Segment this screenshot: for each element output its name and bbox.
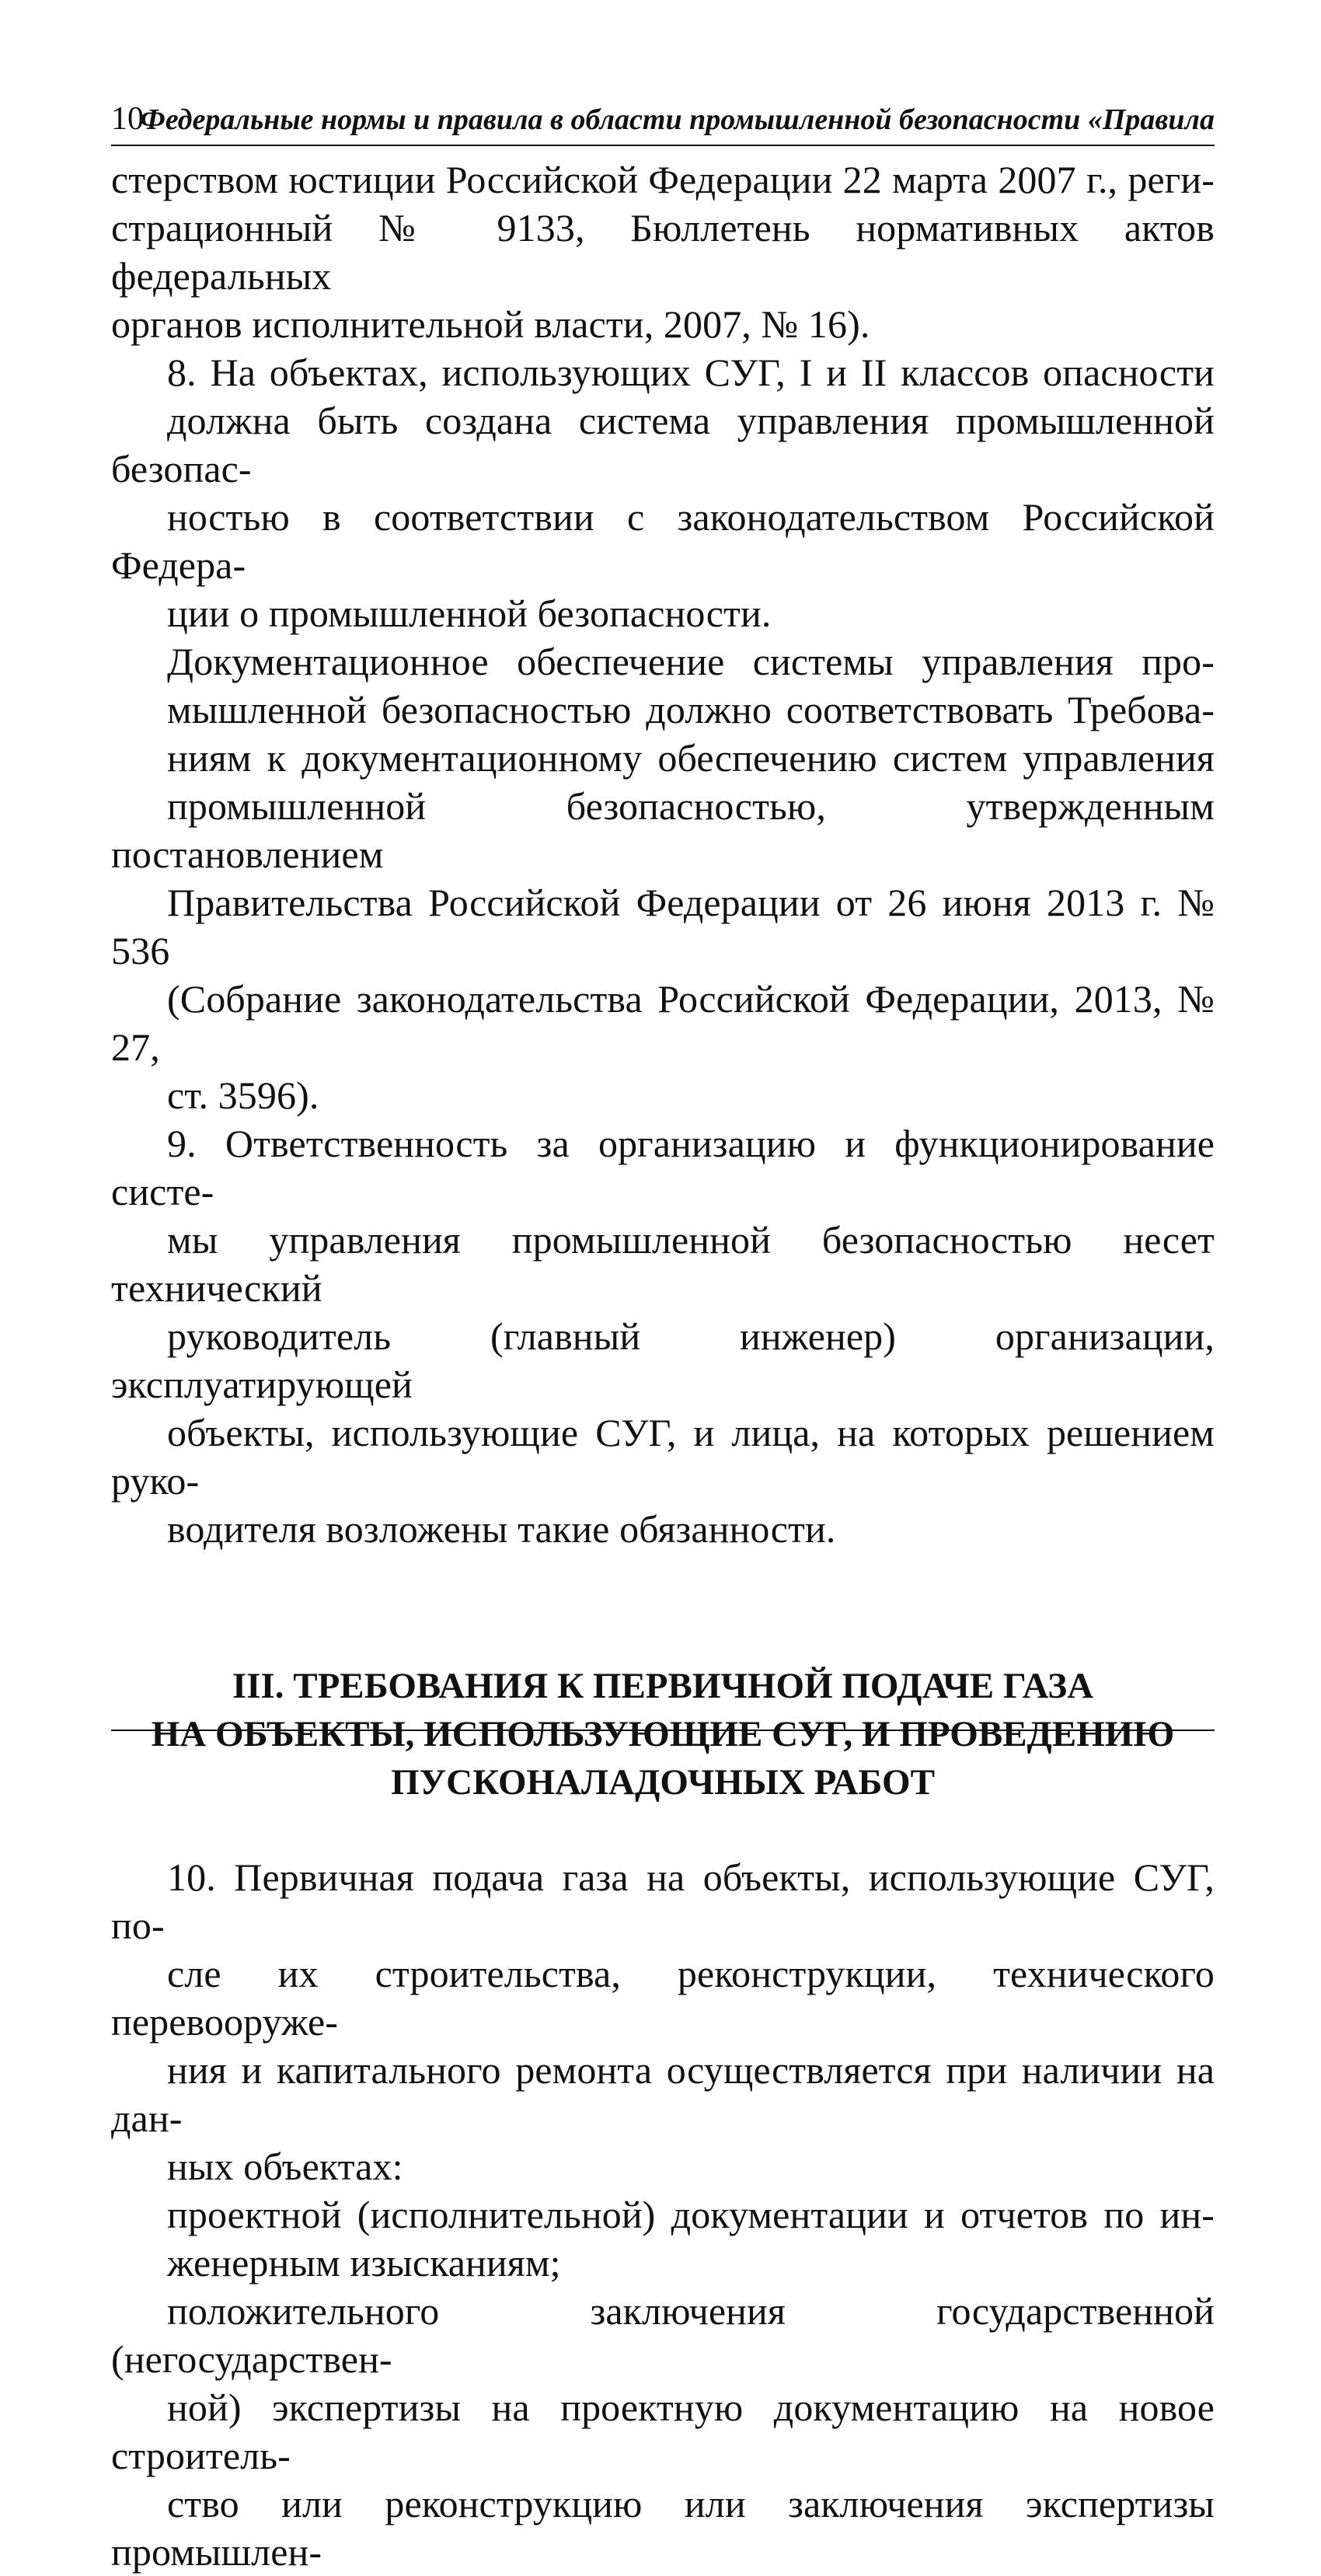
text-line: ПУСКОНАЛАДОЧНЫХ РАБОТ bbox=[391, 1762, 935, 1803]
section-heading bbox=[111, 1662, 1215, 1806]
text-line: ниям к документационному обеспечению систем управления bbox=[167, 736, 1215, 780]
text-line: положительного заключения государственной (негосударствен- bbox=[111, 2289, 1215, 2381]
text-line: женерным изысканиям; bbox=[167, 2241, 561, 2285]
text-line: ство или реконструкцию или заключения экспертизы промышлен- bbox=[111, 2482, 1215, 2574]
text-line: ции о промышленной безопасности. bbox=[167, 592, 772, 635]
paragraph-continuation bbox=[111, 155, 1215, 348]
text-line: страционный № 9133, Бюллетень нормативных актов федеральных bbox=[111, 206, 1215, 298]
text-line: руководитель (главный инженер) организации, эксплуатирующей bbox=[111, 1314, 1215, 1406]
text-line: 10. Первичная подача газа на объекты, использующие СУГ, по- bbox=[111, 1855, 1215, 1947]
bottom-rule bbox=[111, 1730, 1215, 1731]
paragraph-10 bbox=[111, 1853, 1215, 2190]
paragraph-9 bbox=[111, 1119, 1215, 1553]
paragraph-10-item-project-docs bbox=[111, 2190, 1215, 2287]
text-line: органов исполнительной власти, 2007, № 16). bbox=[111, 302, 870, 346]
text-line: ст. 3596). bbox=[167, 1073, 319, 1117]
text-line: водителя возложены такие обязанности. bbox=[167, 1507, 836, 1551]
running-header bbox=[111, 95, 1215, 146]
page-body bbox=[111, 155, 1215, 2576]
text-line: ных объектах: bbox=[167, 2145, 403, 2188]
text-line: стерством юстиции Российской Федерации 22 марта 2007 г., реги- bbox=[111, 158, 1215, 201]
text-line: должна быть создана система управления промышленной безопас- bbox=[111, 399, 1215, 490]
paragraph-10-item-expertise bbox=[111, 2287, 1215, 2576]
text-line: ной) экспертизы на проектную документацию на новое строитель- bbox=[111, 2386, 1215, 2477]
paragraph-8 bbox=[111, 348, 1215, 637]
running-title: Федеральные нормы и правила в области промышленной безопасности «Правила bbox=[140, 103, 1215, 136]
page-number: 10 bbox=[111, 101, 144, 137]
text-line: мы управления промышленной безопасностью несет технический bbox=[111, 1218, 1215, 1310]
text-line: НА ОБЪЕКТЫ, ИСПОЛЬЗУЮЩИЕ СУГ, И ПРОВЕДЕНИЮ bbox=[151, 1714, 1175, 1754]
text-line: промышленной безопасностью, утвержденным постановлением bbox=[111, 784, 1215, 876]
text-line: Документационное обеспечение системы управления про- bbox=[167, 640, 1215, 683]
text-line: Правительства Российской Федерации от 26 июня 2013 г. № 536 bbox=[111, 881, 1215, 972]
text-line: объекты, использующие СУГ, и лица, на которых решением руко- bbox=[111, 1411, 1215, 1503]
text-line: сле их строительства, реконструкции, технического перевооруже- bbox=[111, 1952, 1215, 2044]
text-line: ния и капитального ремонта осуществляется при наличии на дан- bbox=[111, 2048, 1215, 2140]
text-line: 9. Ответственность за организацию и функционирование систе- bbox=[111, 1122, 1215, 1213]
text-line: проектной (исполнительной) документации и отчетов по ин- bbox=[167, 2193, 1215, 2236]
text-line: (Собрание законодательства Российской Федерации, 2013, № 27, bbox=[111, 977, 1215, 1069]
header-rule bbox=[111, 145, 1215, 146]
paragraph-8-documentation bbox=[111, 637, 1215, 1119]
text-line: 8. На объектах, использующих СУГ, I и II классов опасности bbox=[167, 351, 1215, 394]
text-line: мышленной безопасностью должно соответствовать Требова- bbox=[167, 688, 1215, 731]
text-line: ностью в соответствии с законодательством Российской Федера- bbox=[111, 495, 1215, 587]
text-line: III. ТРЕБОВАНИЯ К ПЕРВИЧНОЙ ПОДАЧЕ ГАЗА bbox=[232, 1666, 1094, 1706]
